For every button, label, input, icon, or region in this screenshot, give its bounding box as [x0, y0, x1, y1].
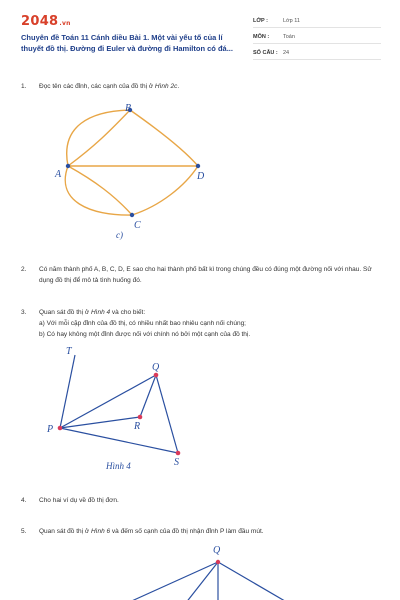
vertex-label-d: D	[197, 171, 205, 182]
edge-b-d	[130, 110, 198, 166]
vertex-r	[138, 415, 143, 420]
meta-value: Toán	[283, 34, 295, 40]
document-title-line-1: Chuyên đề Toán 11 Cánh diều Bài 1. Một vài yếu tố của lí	[21, 33, 223, 42]
vertex-q	[154, 373, 159, 378]
vertex-s	[176, 451, 181, 456]
question-3	[21, 307, 379, 340]
vertex-label-t: T	[66, 346, 72, 357]
vertex-d	[196, 164, 200, 168]
document-title-line-2: thuyết đồ thị. Đường đi Euler và đường đi Hamilton có đá...	[21, 44, 233, 53]
figure-6-graph	[110, 540, 310, 600]
figure-2c-graph	[50, 96, 250, 246]
meta-row-subject	[253, 30, 381, 44]
meta-key: LỚP :	[253, 18, 268, 24]
vertex-label-c: C	[134, 220, 141, 231]
edge-q-right	[218, 562, 290, 600]
meta-value: Lớp 11	[283, 18, 300, 24]
meta-row-class	[253, 14, 381, 28]
vertex-label-p: P	[47, 424, 54, 435]
vertex-label-a: A	[55, 169, 62, 180]
edge-q-r	[140, 375, 156, 417]
edge-p-t	[60, 355, 75, 428]
edge-q-s	[156, 375, 178, 453]
question-number: 2.	[21, 266, 27, 273]
document-header	[0, 0, 400, 66]
vertex-c	[130, 213, 134, 217]
edge-a-b-inner	[68, 110, 130, 166]
question-number: 4.	[21, 497, 27, 504]
sub-question-b: b) Có hay không một đỉnh được nối với chính nó bởi một cạnh của đồ thị.	[39, 331, 251, 338]
question-text: Quan sát đồ thị ở Hình 4 và cho biết: a) Với mỗi cặp đỉnh của đồ thị, có nhiều nhất bao nhiêu cạnh nối chúng; b) Có hay không một đỉnh được nối với chính nó bởi một cạnh của đồ thị.	[39, 307, 379, 340]
vertex-p	[58, 426, 63, 431]
meta-row-question-count	[253, 46, 381, 60]
figure-caption: Hình 4	[106, 461, 131, 471]
question-4	[21, 495, 379, 506]
document-meta	[253, 14, 381, 62]
question-text: Cho hai ví dụ về đồ thị đơn.	[39, 497, 119, 504]
question-1	[21, 81, 379, 92]
figure-4-graph	[40, 342, 220, 477]
question-text: Đọc tên các đỉnh, các cạnh của đồ thị ở Hình 2c.	[39, 83, 180, 90]
question-text: Quan sát đồ thị ở Hình 6 và đếm số cạnh của đồ thị nhận đỉnh P làm đầu mút.	[39, 528, 264, 535]
vertex-q	[216, 560, 220, 564]
question-number: 3.	[21, 309, 27, 316]
question-text: Có năm thành phố A, B, C, D, E sao cho hai thành phố bất kì trong chúng đều có đúng một đường nối với nhau. Sử dụng đồ thị để mô tả tình huống đó.	[39, 266, 372, 284]
vertex-label-s: S	[174, 457, 179, 468]
edge-a-b-outer	[67, 110, 130, 166]
meta-key: MÔN :	[253, 34, 270, 40]
edge-p-s	[60, 428, 178, 453]
vertex-label-q: Q	[152, 362, 160, 373]
edge-q-left	[125, 562, 218, 600]
vertex-label-r: R	[134, 421, 141, 432]
edge-a-c-outer	[65, 166, 132, 215]
meta-key: SỐ CÂU :	[253, 50, 278, 56]
edge-p-q	[60, 375, 156, 428]
document-title	[21, 32, 257, 54]
edge-p-r	[60, 417, 140, 428]
question-2	[21, 264, 379, 286]
figure-reference: Hình 6	[90, 528, 111, 535]
meta-value: 24	[283, 50, 290, 56]
figure-caption: c)	[116, 230, 123, 240]
question-5	[21, 526, 379, 537]
sub-question-a: a) Với mỗi cặp đỉnh của đồ thị, có nhiều nhất bao nhiêu cạnh nối chúng;	[39, 320, 246, 327]
site-logo[interactable]: 2048.vn	[21, 14, 71, 29]
edge-a-c-inner	[68, 166, 132, 215]
edge-c-d	[132, 166, 198, 215]
edge-q-mid-left	[185, 562, 218, 600]
figure-reference: Hình 2c	[154, 83, 178, 90]
figure-reference: Hình 4	[90, 309, 111, 316]
vertex-label-b: B	[125, 103, 132, 114]
vertex-a	[66, 164, 70, 168]
question-number: 1.	[21, 83, 27, 90]
question-number: 5.	[21, 528, 27, 535]
vertex-label-q: Q	[213, 545, 221, 556]
